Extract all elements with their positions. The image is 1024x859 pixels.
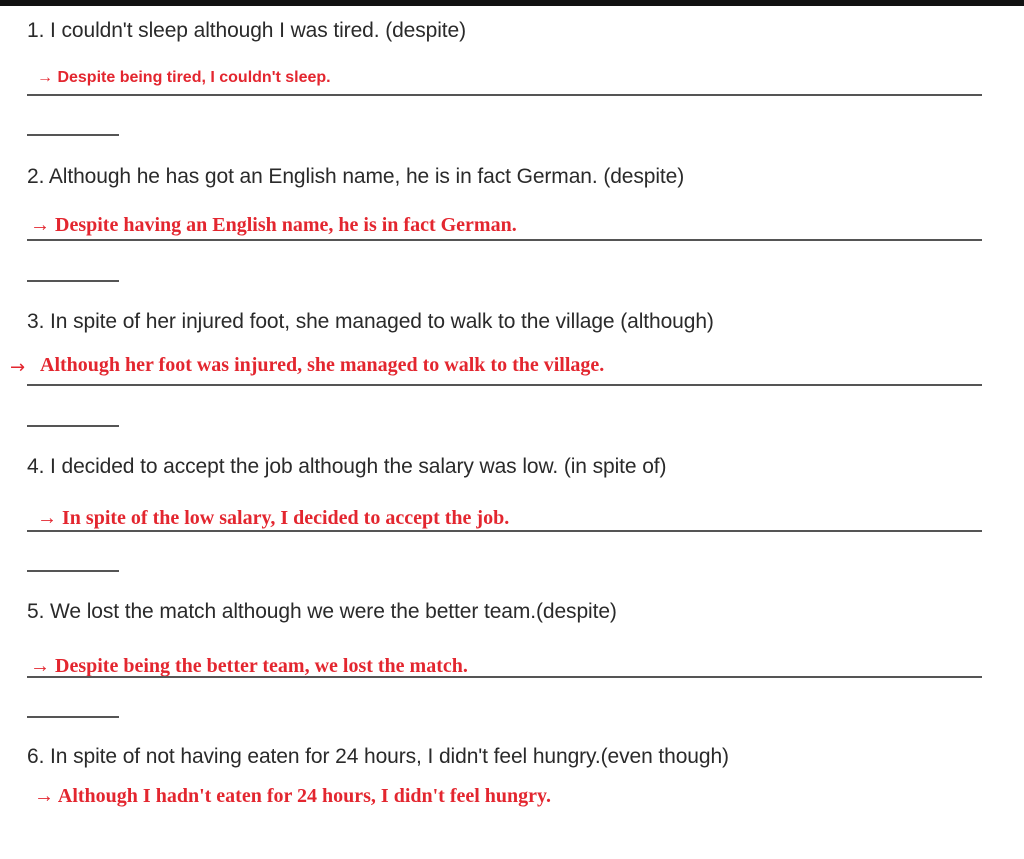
- top-border: [0, 0, 1024, 6]
- answer-5: → Despite being the better team, we lost the match.: [30, 655, 468, 677]
- blank-line-3: [27, 425, 119, 427]
- blank-line-4: [27, 570, 119, 572]
- answer-6: → Although I hadn't eaten for 24 hours, I didn't feel hungry.: [34, 785, 551, 807]
- blank-line-1: [27, 134, 119, 136]
- answer-line-3: [27, 384, 982, 386]
- question-4: 4. I decided to accept the job although the salary was low. (in spite of): [27, 455, 667, 478]
- question-1: 1. I couldn't sleep although I was tired. (despite): [27, 19, 466, 42]
- answer-line-5: [27, 676, 982, 678]
- blank-line-2: [27, 280, 119, 282]
- question-2: 2. Although he has got an English name, he is in fact German. (despite): [27, 165, 685, 188]
- answer-1: → Despite being tired, I couldn't sleep.: [37, 69, 331, 86]
- question-3: 3. In spite of her injured foot, she managed to walk to the village (although): [27, 310, 714, 333]
- blank-line-5: [27, 716, 119, 718]
- answer-line-2: [27, 239, 982, 241]
- question-5: 5. We lost the match although we were the better team.(despite): [27, 600, 617, 623]
- answer-2: → Despite having an English name, he is in fact German.: [30, 214, 517, 236]
- answer-line-4: [27, 530, 982, 532]
- answer-4: → In spite of the low salary, I decided to accept the job.: [37, 507, 510, 529]
- arrow-marker-3: →: [10, 357, 26, 378]
- answer-line-1: [27, 94, 982, 96]
- answer-3: Although her foot was injured, she managed to walk to the village.: [40, 354, 605, 376]
- question-6: 6. In spite of not having eaten for 24 hours, I didn't feel hungry.(even though): [27, 745, 729, 768]
